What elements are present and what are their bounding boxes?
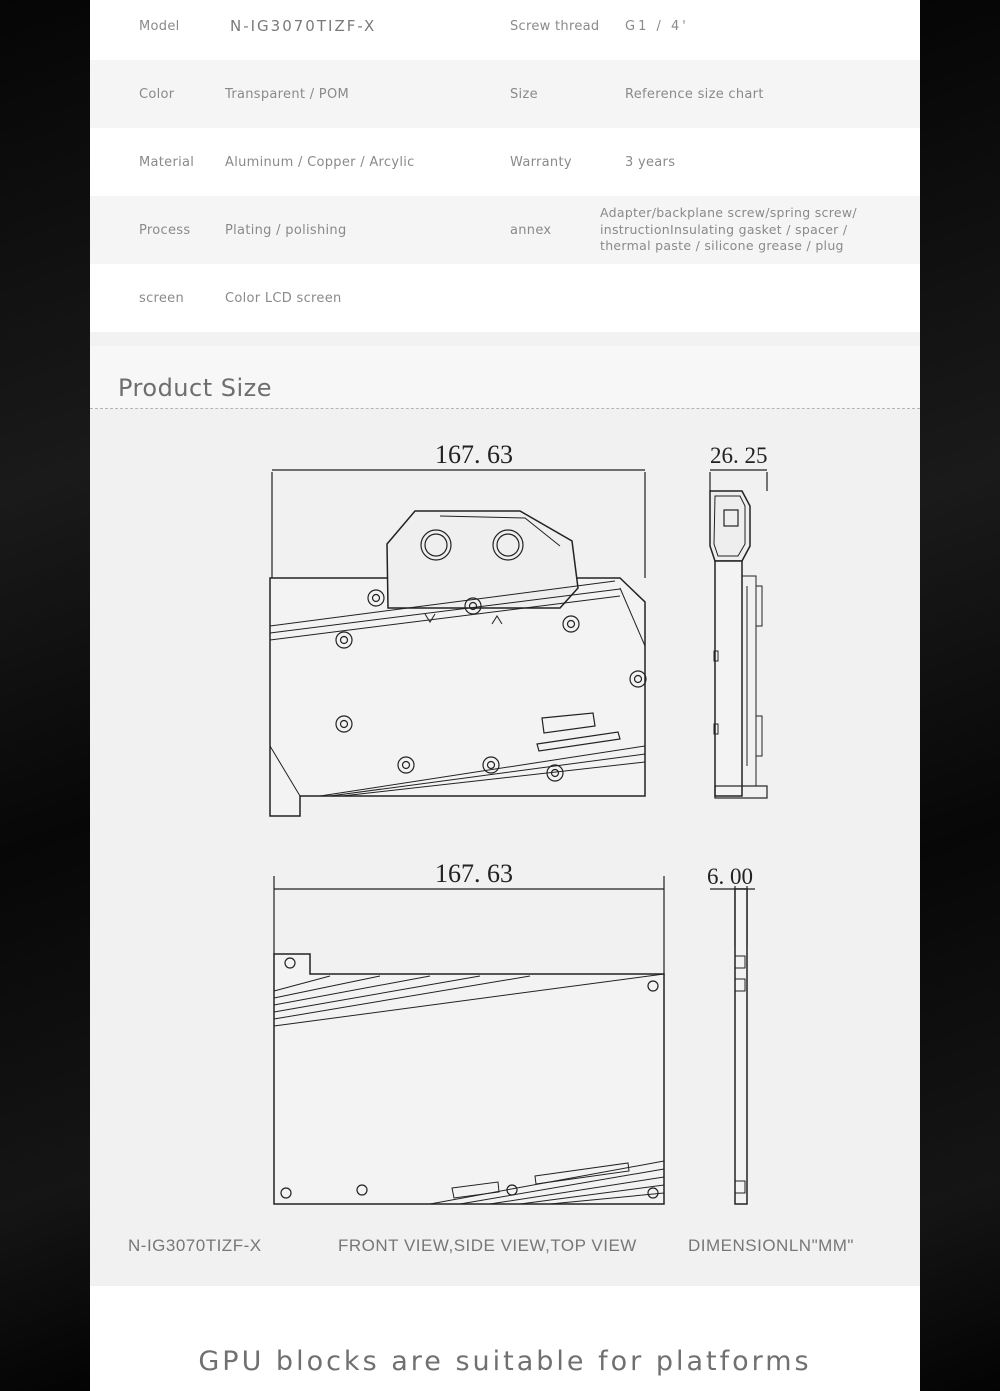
caption-model: N-IG3070TIZF-X	[128, 1236, 262, 1255]
caption-unit: DIMENSIONLN"MM"	[688, 1236, 854, 1255]
spec-label: Screw thread	[510, 18, 600, 34]
dim-back-width: 167. 63	[435, 859, 513, 888]
spec-label: Color	[139, 86, 175, 102]
spec-value: Plating / polishing	[225, 222, 347, 238]
spec-row-material	[90, 128, 920, 196]
footer-title: GPU blocks are suitable for platforms	[198, 1346, 812, 1377]
spec-value: Color LCD screen	[225, 290, 342, 306]
spec-value: Reference size chart	[625, 86, 764, 102]
spec-row-screen	[90, 264, 920, 332]
spec-value: Transparent / POM	[225, 86, 349, 102]
spec-label: Model	[139, 18, 180, 34]
back-view	[274, 876, 664, 1204]
spec-label: annex	[510, 222, 552, 238]
background-left	[0, 0, 90, 1391]
product-size-section	[90, 346, 920, 1286]
spec-value: 3 years	[625, 154, 676, 170]
dim-side-width: 26. 25	[710, 443, 768, 468]
spec-label: Warranty	[510, 154, 572, 170]
annex-line: instructionInsulating gasket / spacer /	[600, 221, 848, 237]
spec-value: Aluminum / Copper / Arcylic	[225, 154, 415, 170]
annex-line: thermal paste / silicone grease / plug	[600, 238, 844, 254]
spec-row-model	[90, 0, 920, 60]
background-right	[920, 0, 1000, 1391]
spec-label: Process	[139, 222, 191, 238]
product-size-title: Product Size	[118, 374, 273, 402]
dim-front-width: 167. 63	[435, 440, 513, 469]
annex-line: Adapter/backplane screw/spring screw/	[600, 205, 857, 221]
spec-value: G1 / 4'	[625, 18, 689, 34]
spec-value-annex	[600, 196, 857, 264]
side-view	[710, 470, 767, 798]
technical-drawing	[90, 346, 920, 1286]
content-panel	[90, 0, 920, 1391]
spec-row-process	[90, 196, 920, 264]
dim-back-side-width: 6. 00	[707, 864, 753, 889]
spec-value: N-IG3070TIZF-X	[230, 17, 377, 35]
spec-label: Size	[510, 86, 538, 102]
spec-label: screen	[139, 290, 185, 306]
caption-views: FRONT VIEW,SIDE VIEW,TOP VIEW	[338, 1236, 637, 1255]
back-side-view	[710, 886, 755, 1204]
front-view	[270, 511, 646, 816]
spec-label: Material	[139, 154, 195, 170]
spec-row-color	[90, 60, 920, 128]
